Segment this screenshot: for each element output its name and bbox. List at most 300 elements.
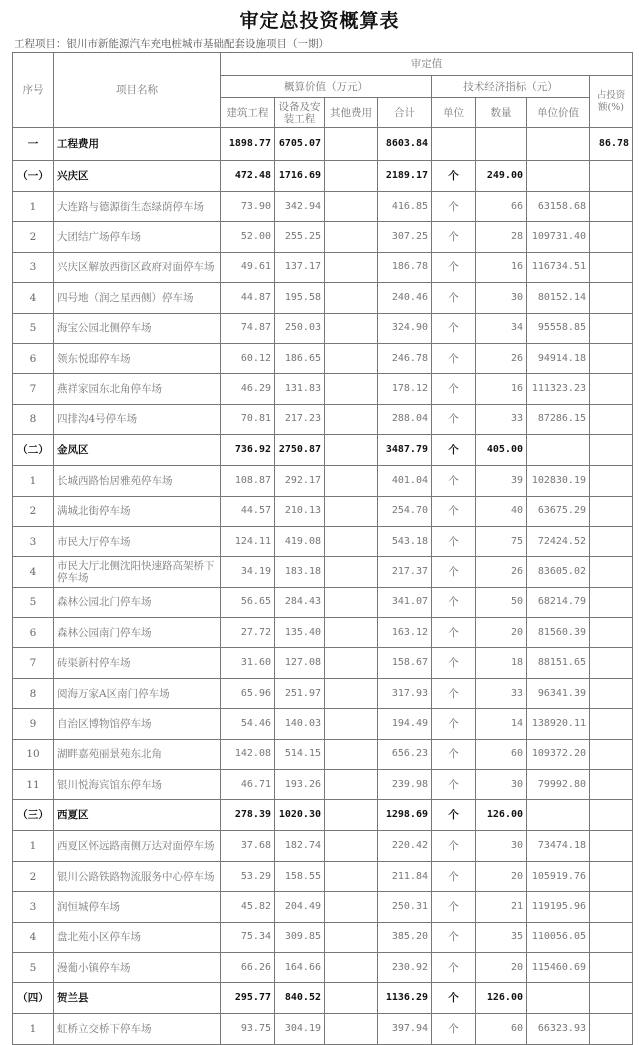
table-row [13,404,633,434]
row-building: 44.87 [221,283,275,313]
group-share [590,800,633,831]
row-building: 65.96 [221,678,275,708]
group-qty: 126.00 [476,800,527,831]
row-other [325,648,378,678]
group-total: 2189.17 [378,161,432,192]
group-equipment: 2750.87 [275,435,325,466]
table-row [13,466,633,496]
row-name: 砖渠新村停车场 [54,648,221,678]
row-total: 240.46 [378,283,432,313]
row-name: 银川公路铁路物流服务中心停车场 [54,861,221,891]
row-name: 燕祥家园东北角停车场 [54,374,221,404]
row-qty: 39 [476,466,527,496]
row-qty: 60 [476,1014,527,1044]
row-share [590,709,633,739]
row-share [590,557,633,587]
row-equipment: 164.66 [275,952,325,982]
row-other [325,343,378,373]
row-share [590,739,633,769]
row-unit: 个 [432,922,476,952]
row-seq: 6 [13,343,54,373]
row-building: 142.08 [221,739,275,769]
group-qty: 249.00 [476,161,527,192]
row-name: 自治区博物馆停车场 [54,709,221,739]
group-seq: （二） [13,435,54,466]
row-building: 34.19 [221,557,275,587]
row-unit-value: 63158.68 [527,192,590,222]
row-other [325,739,378,769]
group-other [325,983,378,1014]
table-row [13,892,633,922]
summary-unit [432,128,476,161]
row-unit: 个 [432,313,476,343]
row-seq: 8 [13,404,54,434]
table-row [13,770,633,800]
row-seq: 5 [13,587,54,617]
row-total: 163.12 [378,618,432,648]
row-total: 194.49 [378,709,432,739]
header-unit: 单位 [432,98,476,128]
row-building: 27.72 [221,618,275,648]
row-seq: 3 [13,526,54,556]
group-other [325,435,378,466]
row-unit-value: 95558.85 [527,313,590,343]
row-building: 108.87 [221,466,275,496]
table-row [13,861,633,891]
group-building: 736.92 [221,435,275,466]
group-building: 295.77 [221,983,275,1014]
row-unit: 个 [432,222,476,252]
row-equipment: 193.26 [275,770,325,800]
table-row [13,374,633,404]
header-approved: 审定值 [221,53,633,76]
row-unit: 个 [432,892,476,922]
summary-building: 1898.77 [221,128,275,161]
row-other [325,892,378,922]
group-seq: （一） [13,161,54,192]
row-unit-value: 119195.96 [527,892,590,922]
row-total: 254.70 [378,496,432,526]
summary-name: 工程费用 [54,128,221,161]
table-row [13,313,633,343]
row-name: 长城西路怡居雅苑停车场 [54,466,221,496]
group-equipment: 840.52 [275,983,325,1014]
row-seq: 4 [13,283,54,313]
row-share [590,343,633,373]
row-total: 401.04 [378,466,432,496]
row-share [590,922,633,952]
row-qty: 75 [476,526,527,556]
row-name: 大连路与德源街生态绿荫停车场 [54,192,221,222]
row-unit: 个 [432,861,476,891]
row-seq: 1 [13,466,54,496]
row-other [325,283,378,313]
row-total: 158.67 [378,648,432,678]
row-name: 领东悦邸停车场 [54,343,221,373]
row-unit-value: 110056.05 [527,922,590,952]
row-name: 市民大厅停车场 [54,526,221,556]
group-row [13,161,633,192]
header-share: 占投资额(%) [590,76,633,128]
row-unit-value: 63675.29 [527,496,590,526]
row-seq: 7 [13,374,54,404]
row-unit: 个 [432,496,476,526]
row-unit: 个 [432,952,476,982]
row-building: 44.57 [221,496,275,526]
row-equipment: 304.19 [275,1014,325,1044]
row-unit-value: 88151.65 [527,648,590,678]
row-total: 186.78 [378,252,432,282]
row-qty: 34 [476,313,527,343]
row-equipment: 137.17 [275,252,325,282]
row-building: 52.00 [221,222,275,252]
row-total: 397.94 [378,1014,432,1044]
row-other [325,466,378,496]
row-unit-value: 111323.23 [527,374,590,404]
row-seq: 2 [13,496,54,526]
group-unit: 个 [432,161,476,192]
row-share [590,770,633,800]
row-other [325,526,378,556]
row-qty: 50 [476,587,527,617]
row-equipment: 309.85 [275,922,325,952]
row-qty: 14 [476,709,527,739]
row-building: 49.61 [221,252,275,282]
row-unit-value: 79992.80 [527,770,590,800]
summary-unit-value [527,128,590,161]
row-seq: 2 [13,861,54,891]
table-row [13,618,633,648]
row-seq: 11 [13,770,54,800]
row-equipment: 251.97 [275,678,325,708]
summary-seq: 一 [13,128,54,161]
row-other [325,770,378,800]
row-unit: 个 [432,831,476,861]
row-seq: 1 [13,831,54,861]
table-row [13,952,633,982]
table-row [13,252,633,282]
row-qty: 20 [476,861,527,891]
row-name: 满城北街停车场 [54,496,221,526]
project-line: 工程项目：银川市新能源汽车充电桩城市基础配套设施项目（一期） [14,38,329,50]
group-unit-value [527,435,590,466]
row-other [325,922,378,952]
row-other [325,496,378,526]
summary-equipment: 6705.07 [275,128,325,161]
row-building: 46.71 [221,770,275,800]
row-other [325,252,378,282]
row-total: 217.37 [378,557,432,587]
row-total: 230.92 [378,952,432,982]
row-unit-value: 138920.11 [527,709,590,739]
row-building: 70.81 [221,404,275,434]
row-total: 307.25 [378,222,432,252]
row-unit: 个 [432,283,476,313]
row-unit: 个 [432,557,476,587]
row-share [590,222,633,252]
table-row [13,831,633,861]
row-unit: 个 [432,343,476,373]
summary-qty [476,128,527,161]
row-qty: 30 [476,283,527,313]
row-qty: 26 [476,557,527,587]
row-qty: 40 [476,496,527,526]
row-share [590,1014,633,1044]
row-name: 兴庆区解放西街区政府对面停车场 [54,252,221,282]
group-qty: 126.00 [476,983,527,1014]
row-unit-value: 81560.39 [527,618,590,648]
row-equipment: 131.83 [275,374,325,404]
row-unit-value: 94914.18 [527,343,590,373]
row-name: 森林公园南门停车场 [54,618,221,648]
group-name: 贺兰县 [54,983,221,1014]
table-row [13,526,633,556]
row-unit-value: 68214.79 [527,587,590,617]
row-unit: 个 [432,192,476,222]
row-share [590,313,633,343]
table-row [13,922,633,952]
row-seq: 8 [13,678,54,708]
table-row [13,587,633,617]
row-unit: 个 [432,466,476,496]
row-equipment: 514.15 [275,739,325,769]
row-seq: 6 [13,618,54,648]
row-equipment: 250.03 [275,313,325,343]
header-unit-value: 单位价值 [527,98,590,128]
row-equipment: 210.13 [275,496,325,526]
header-building: 建筑工程 [221,98,275,128]
row-equipment: 135.40 [275,618,325,648]
row-qty: 20 [476,618,527,648]
row-share [590,404,633,434]
row-unit: 个 [432,739,476,769]
row-building: 124.11 [221,526,275,556]
row-equipment: 183.18 [275,557,325,587]
table-row [13,557,633,587]
row-total: 656.23 [378,739,432,769]
row-building: 93.75 [221,1014,275,1044]
table-row [13,648,633,678]
row-seq: 3 [13,252,54,282]
row-name: 四号地（润之星西侧）停车场 [54,283,221,313]
row-equipment: 127.08 [275,648,325,678]
table-row [13,343,633,373]
group-share [590,161,633,192]
row-name: 海宝公园北侧停车场 [54,313,221,343]
group-seq: （四） [13,983,54,1014]
row-name: 西夏区怀远路南侧万达对面停车场 [54,831,221,861]
row-qty: 33 [476,404,527,434]
row-other [325,678,378,708]
row-qty: 26 [476,343,527,373]
group-share [590,435,633,466]
row-total: 543.18 [378,526,432,556]
row-share [590,618,633,648]
row-total: 220.42 [378,831,432,861]
row-qty: 20 [476,952,527,982]
row-share [590,861,633,891]
row-equipment: 255.25 [275,222,325,252]
header-equipment: 设备及安装工程 [275,98,325,128]
row-qty: 66 [476,192,527,222]
group-unit-value [527,161,590,192]
header-total: 合计 [378,98,432,128]
row-name: 阅海万家A区南门停车场 [54,678,221,708]
row-building: 73.90 [221,192,275,222]
row-share [590,252,633,282]
row-total: 250.31 [378,892,432,922]
group-unit-value [527,983,590,1014]
row-unit-value: 96341.39 [527,678,590,708]
row-unit: 个 [432,678,476,708]
group-row [13,435,633,466]
row-qty: 30 [476,831,527,861]
row-name: 漫葡小镇停车场 [54,952,221,982]
row-building: 74.87 [221,313,275,343]
row-other [325,952,378,982]
row-qty: 18 [476,648,527,678]
row-seq: 2 [13,222,54,252]
row-unit: 个 [432,404,476,434]
row-qty: 35 [476,922,527,952]
summary-total: 8603.84 [378,128,432,161]
group-name: 西夏区 [54,800,221,831]
row-share [590,587,633,617]
row-unit-value: 116734.51 [527,252,590,282]
group-other [325,161,378,192]
row-equipment: 186.65 [275,343,325,373]
row-equipment: 182.74 [275,831,325,861]
row-other [325,557,378,587]
group-total: 1298.69 [378,800,432,831]
header-tech: 技术经济指标（元） [432,76,590,98]
row-seq: 1 [13,192,54,222]
row-equipment: 419.08 [275,526,325,556]
row-other [325,222,378,252]
table-row [13,496,633,526]
row-other [325,1014,378,1044]
row-unit-value: 105919.76 [527,861,590,891]
row-equipment: 217.23 [275,404,325,434]
row-unit: 个 [432,709,476,739]
row-total: 324.90 [378,313,432,343]
group-name: 兴庆区 [54,161,221,192]
row-other [325,192,378,222]
row-building: 75.34 [221,922,275,952]
row-other [325,831,378,861]
row-equipment: 158.55 [275,861,325,891]
row-seq: 4 [13,922,54,952]
row-unit-value: 109372.20 [527,739,590,769]
row-qty: 60 [476,739,527,769]
row-qty: 16 [476,252,527,282]
row-building: 45.82 [221,892,275,922]
row-share [590,496,633,526]
row-other [325,709,378,739]
table-row [13,1014,633,1044]
row-seq: 10 [13,739,54,769]
row-building: 37.68 [221,831,275,861]
row-seq: 5 [13,313,54,343]
group-building: 472.48 [221,161,275,192]
summary-share: 86.78 [590,128,633,161]
group-row [13,983,633,1014]
group-other [325,800,378,831]
row-qty: 30 [476,770,527,800]
page-title: 审定总投资概算表 [239,10,400,32]
header-seq: 序号 [13,53,54,128]
row-unit: 个 [432,618,476,648]
row-total: 178.12 [378,374,432,404]
row-equipment: 204.49 [275,892,325,922]
row-unit: 个 [432,770,476,800]
table-row [13,709,633,739]
table-row [13,283,633,313]
row-share [590,374,633,404]
row-building: 54.46 [221,709,275,739]
row-building: 60.12 [221,343,275,373]
row-name: 四排沟4号停车场 [54,404,221,434]
summary-row [13,128,633,161]
group-building: 278.39 [221,800,275,831]
row-unit-value: 115460.69 [527,952,590,982]
row-other [325,587,378,617]
row-unit: 个 [432,526,476,556]
row-seq: 5 [13,952,54,982]
row-unit: 个 [432,374,476,404]
row-name: 森林公园北门停车场 [54,587,221,617]
row-other [325,404,378,434]
row-name: 虹桥立交桥下停车场 [54,1014,221,1044]
group-share [590,983,633,1014]
row-name: 市民大厅北侧沈阳快速路高架桥下停车场 [54,557,221,587]
row-share [590,192,633,222]
row-qty: 28 [476,222,527,252]
row-total: 416.85 [378,192,432,222]
group-total: 3487.79 [378,435,432,466]
row-seq: 3 [13,892,54,922]
row-unit-value: 73474.18 [527,831,590,861]
row-unit: 个 [432,587,476,617]
table-row [13,192,633,222]
row-unit-value: 66323.93 [527,1014,590,1044]
row-other [325,861,378,891]
group-qty: 405.00 [476,435,527,466]
row-share [590,283,633,313]
row-share [590,831,633,861]
row-unit-value: 72424.52 [527,526,590,556]
row-total: 341.07 [378,587,432,617]
row-total: 211.84 [378,861,432,891]
row-building: 56.65 [221,587,275,617]
group-total: 1136.29 [378,983,432,1014]
row-building: 31.60 [221,648,275,678]
row-share [590,466,633,496]
row-qty: 21 [476,892,527,922]
row-total: 239.98 [378,770,432,800]
row-other [325,374,378,404]
group-equipment: 1020.30 [275,800,325,831]
header-item-name: 项目名称 [54,53,221,128]
row-equipment: 342.94 [275,192,325,222]
row-seq: 4 [13,557,54,587]
row-name: 盘北苑小区停车场 [54,922,221,952]
row-unit: 个 [432,252,476,282]
table-row [13,678,633,708]
budget-table [12,52,633,1045]
row-equipment: 195.58 [275,283,325,313]
row-equipment: 140.03 [275,709,325,739]
